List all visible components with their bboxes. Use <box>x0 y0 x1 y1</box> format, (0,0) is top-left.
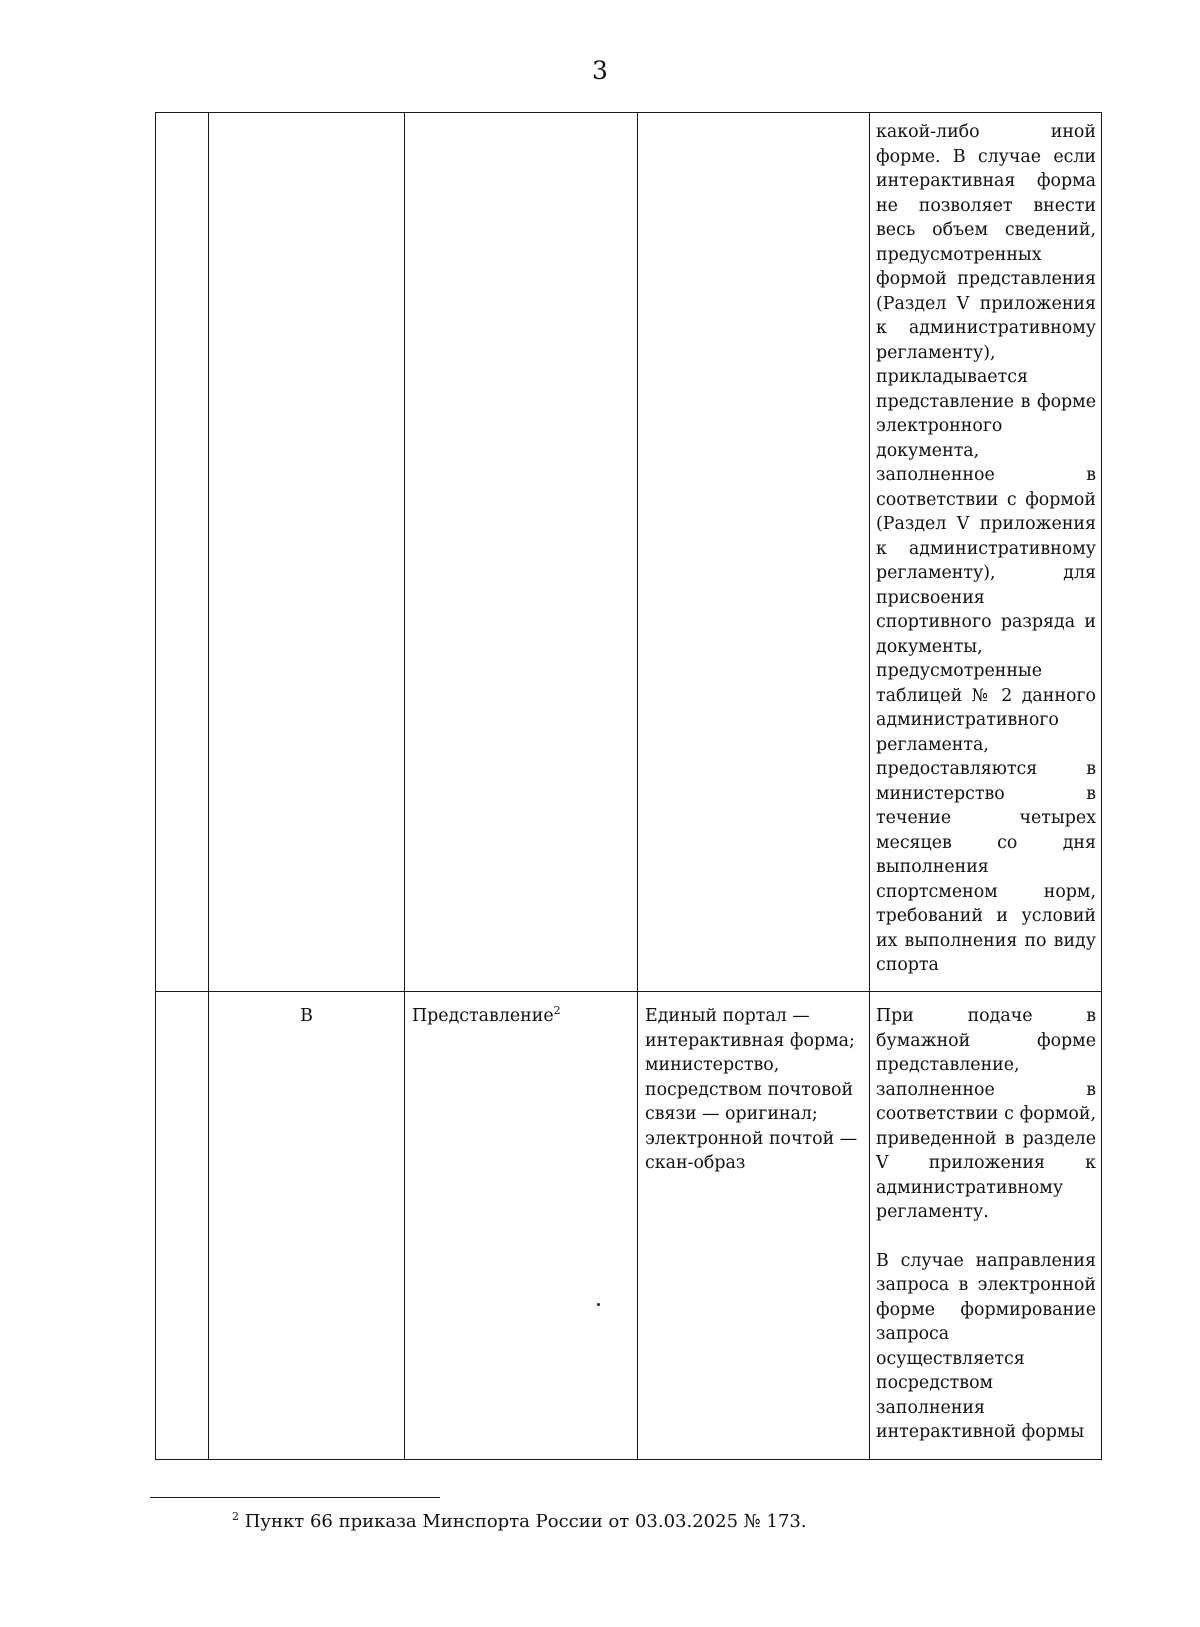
table-cell-number <box>156 992 209 1460</box>
table-row <box>156 113 1102 992</box>
table-cell-category: В <box>209 992 405 1460</box>
footnote-text: Пункт 66 приказа Минспорта России от 03.03.2025 № 173. <box>244 1511 807 1532</box>
table-row <box>156 992 1102 1460</box>
table-cell-category <box>209 113 405 992</box>
table-cell-notes: какой-либо иной форме. В случае если интерактивная форма не позволяет внести весь объем сведений, предусмотренных формой представления (Раздел V приложения к административному регламенту), прикладывается представление в форме электронного документа, заполненное в соответствии с формой (Раздел V приложения к административному регламенту), для присвоения спортивного разряда и документы, предусмотренные таблицей № 2 данного административного регламента, предоставляются в министерство в течение четырех месяцев со дня выполнения спортсменом норм, требований и условий их выполнения по виду спорта <box>870 113 1102 992</box>
notes-paragraph: При подаче в бумажной форме представление, заполненное в соответствии с формой, приведенной в разделе V приложения к административному регламенту. <box>876 1006 1096 1222</box>
scan-speck <box>597 1303 600 1306</box>
footnote-separator <box>150 1497 440 1498</box>
table-cell-document <box>405 992 638 1460</box>
table-cell-number <box>156 113 209 992</box>
table-cell-document <box>405 113 638 992</box>
footnote <box>232 1510 807 1534</box>
table-cell-method <box>638 113 870 992</box>
table-cell-notes <box>870 992 1102 1460</box>
document-name: Представление <box>412 1006 554 1026</box>
page-number: 3 <box>592 56 608 85</box>
footnote-mark: 2 <box>232 1510 239 1523</box>
table-cell-method: Единый портал — интерактивная форма; министерство, посредством почтовой связи — оригинал; электронной почтой — скан-образ <box>638 992 870 1460</box>
documents-table <box>155 112 1102 1460</box>
notes-paragraph: В случае направления запроса в электронной форме формирование запроса осуществляется посредством заполнения интерактивной формы <box>876 1250 1096 1442</box>
footnote-reference: 2 <box>553 1004 561 1018</box>
